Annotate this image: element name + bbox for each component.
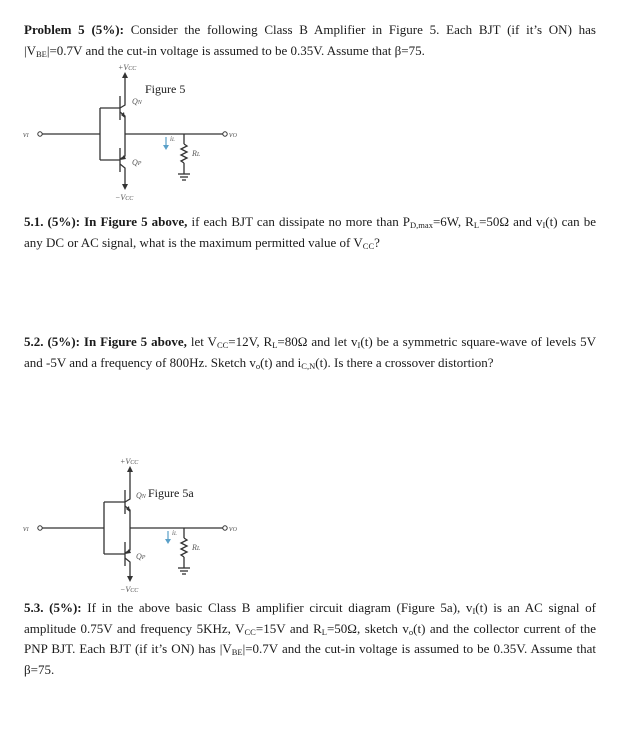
svg-text:QN: QN xyxy=(136,491,146,500)
figure-5-caption: Figure 5 xyxy=(145,82,186,96)
svg-text:+VCC: +VCC xyxy=(118,64,137,72)
svg-text:iL: iL xyxy=(170,135,175,143)
svg-text:+VCC: +VCC xyxy=(120,457,139,466)
question-5-3: 5.3. (5%): If in the above basic Class B amplifier circuit diagram (Figure 5a), $v_I(t)$ is an AC signal of amplitude 0.75V and frequency 5KHz, $V_{CC}=15V$ and $R_L=50\Omega$, sketch $v_o(t)$ and the collector current of the PNP BJT. Each BJT (if it’s ON) has $|V_{BE}|=0.7V$ and the cut-in voltage is assumed to be 0.35V. Assume that β=75. xyxy=(24,600,596,677)
svg-text:vO: vO xyxy=(229,130,237,139)
question-5-2-heading: 5.2. (5%): In Figure 5 above, xyxy=(24,334,187,349)
svg-text:iL: iL xyxy=(172,529,177,537)
svg-text:QP: QP xyxy=(132,158,142,167)
svg-text:QN: QN xyxy=(132,97,142,106)
problem-statement: Problem 5 (5%): Consider the following Class B Amplifier in Figure 5. Each BJT (if it’s ON) has $|V_{BE}|=0.7V$ and the cut-in voltage is assumed to be 0.35V. Assume that β=75. xyxy=(24,22,596,59)
svg-text:vI: vI xyxy=(23,524,29,533)
svg-text:QP: QP xyxy=(136,552,146,561)
figure-5a xyxy=(20,456,250,596)
question-5-3-heading: 5.3. (5%): xyxy=(24,600,82,615)
problem-heading: Problem 5 (5%): xyxy=(24,22,124,37)
question-5-1: 5.1. (5%): In Figure 5 above, if each BJT can dissipate no more than $P_{D,max}=6W$, $R_L=50\Omega$ and $v_I(t)$ can be any DC or AC signal, what is the maximum permitted value of $V_{CC}$? xyxy=(24,214,597,251)
svg-text:RL: RL xyxy=(192,149,201,158)
svg-text:−VCC: −VCC xyxy=(115,193,134,202)
figure-5a-caption: Figure 5a xyxy=(148,486,194,500)
svg-text:vO: vO xyxy=(229,524,237,533)
class-b-circuit-diagram xyxy=(20,64,250,204)
class-b-circuit-diagram-5a xyxy=(20,456,250,596)
question-5-2: 5.2. (5%): In Figure 5 above, let $V_{CC}=12V$, $R_L=80\Omega$ and let $v_I(t)$ be a symmetric square-wave of levels 5V and -5V and a frequency of 800Hz. Sketch $v_o(t)$ and $i_{C,N}(t)$. Is there a crossover distortion? xyxy=(24,334,596,371)
svg-text:RL: RL xyxy=(192,543,201,552)
svg-text:vI: vI xyxy=(23,130,29,139)
figure-5 xyxy=(20,64,250,204)
question-5-1-heading: 5.1. (5%): In Figure 5 above, xyxy=(24,214,188,229)
svg-text:−VCC: −VCC xyxy=(120,585,139,594)
